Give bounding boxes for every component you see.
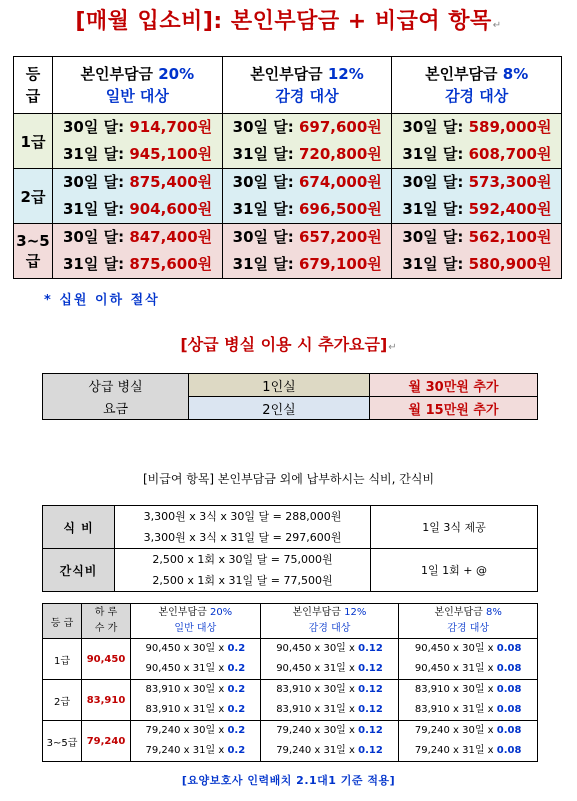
fee-cell: 30일 달: 914,700원 31일 달: 945,100원 [53,114,223,169]
daily-rate: 83,910 [82,680,131,721]
fee-cell: 30일 달: 589,000원 31일 달: 608,700원 [392,114,562,169]
calc-cell: 79,240 x 30일 x 0.08 79,240 x 31일 x 0.08 [399,721,538,762]
meal-label: 식 비 [43,506,115,549]
meal-fee-table [42,505,538,592]
non-covered-subtitle: [비급여 항목] 본인부담금 외에 납부하시는 식비, 간식비 [142,472,435,486]
daily-rate: 79,240 [82,721,131,762]
daily-rate-table [42,603,538,762]
calc-cell: 83,910 x 30일 x 0.2 83,910 x 31일 x 0.2 [131,680,261,721]
table-row [14,169,562,224]
fee-cell: 30일 달: 875,400원 31일 달: 904,600원 [53,169,223,224]
calc-cell: 79,240 x 30일 x 0.2 79,240 x 31일 x 0.2 [131,721,261,762]
calc-cell: 83,910 x 30일 x 0.08 83,910 x 31일 x 0.08 [399,680,538,721]
grade-label: 2급 [43,680,82,721]
grade-header: 등 급 [43,604,82,639]
grade-header: 등 급 [14,57,53,114]
grade-label: 3~5급 [43,721,82,762]
meal-note: 1일 3식 제공 [371,506,538,549]
column-header-20: 본인부담금 20% 일반 대상 [53,57,223,114]
column-header-8: 본인부담금 8% 감경 대상 [392,57,562,114]
snack-label: 간식비 [43,549,115,592]
meal-calc: 3,300원 x 3식 x 30일 달 = 288,000원 3,300원 x 3식 x 31일 달 = 297,600원 [115,506,371,549]
column-header-20: 본인부담금 20% 일반 대상 [131,604,261,639]
section-title-room: [상급 병실 이용 시 추가요금]↵ [180,335,397,354]
column-header-12: 본인부담금 12% 감경 대상 [222,57,392,114]
grade-label: 1급 [14,114,53,169]
column-header-8: 본인부담금 8% 감경 대상 [399,604,538,639]
table-row [43,680,538,721]
room-fee-table [42,373,538,420]
grade-label: 2급 [14,169,53,224]
table-row [14,224,562,279]
room-label-top: 상급 병실 [43,374,189,397]
room-type: 1인실 [189,374,370,397]
calc-cell: 83,910 x 30일 x 0.12 83,910 x 31일 x 0.12 [260,680,399,721]
column-header-12: 본인부담금 12% 감경 대상 [260,604,399,639]
monthly-fee-table [13,56,562,279]
snack-calc: 2,500 x 1회 x 30일 달 = 75,000원 2,500 x 1회 x 31일 달 = 77,500원 [115,549,371,592]
room-fee: 월 15만원 추가 [370,397,538,420]
fee-cell: 30일 달: 573,300원 31일 달: 592,400원 [392,169,562,224]
daily-header: 하 루 수 가 [82,604,131,639]
rounding-note: * 십원 이하 절삭 [44,293,160,308]
daily-rate: 90,450 [82,639,131,680]
snack-note: 1일 1회 + @ [371,549,538,592]
calc-cell: 79,240 x 30일 x 0.12 79,240 x 31일 x 0.12 [260,721,399,762]
calc-cell: 90,450 x 30일 x 0.12 90,450 x 31일 x 0.12 [260,639,399,680]
room-label-bottom: 요금 [43,397,189,420]
grade-label: 3~5 급 [14,224,53,279]
room-fee: 월 30만원 추가 [370,374,538,397]
fee-cell: 30일 달: 847,400원 31일 달: 875,600원 [53,224,223,279]
fee-cell: 30일 달: 657,200원 31일 달: 679,100원 [222,224,392,279]
fee-cell: 30일 달: 562,100원 31일 달: 580,900원 [392,224,562,279]
calc-cell: 90,450 x 30일 x 0.2 90,450 x 31일 x 0.2 [131,639,261,680]
staffing-footer: [요양보호사 인력배치 2.1대1 기준 적용] [181,774,396,787]
grade-label: 1급 [43,639,82,680]
calc-cell: 90,450 x 30일 x 0.08 90,450 x 31일 x 0.08 [399,639,538,680]
table-row [43,639,538,680]
room-type: 2인실 [189,397,370,420]
page-title: [매월 입소비]: 본인부담금 + 비급여 항목↵ [75,9,502,34]
table-row [14,114,562,169]
table-row [43,721,538,762]
fee-cell: 30일 달: 674,000원 31일 달: 696,500원 [222,169,392,224]
fee-cell: 30일 달: 697,600원 31일 달: 720,800원 [222,114,392,169]
